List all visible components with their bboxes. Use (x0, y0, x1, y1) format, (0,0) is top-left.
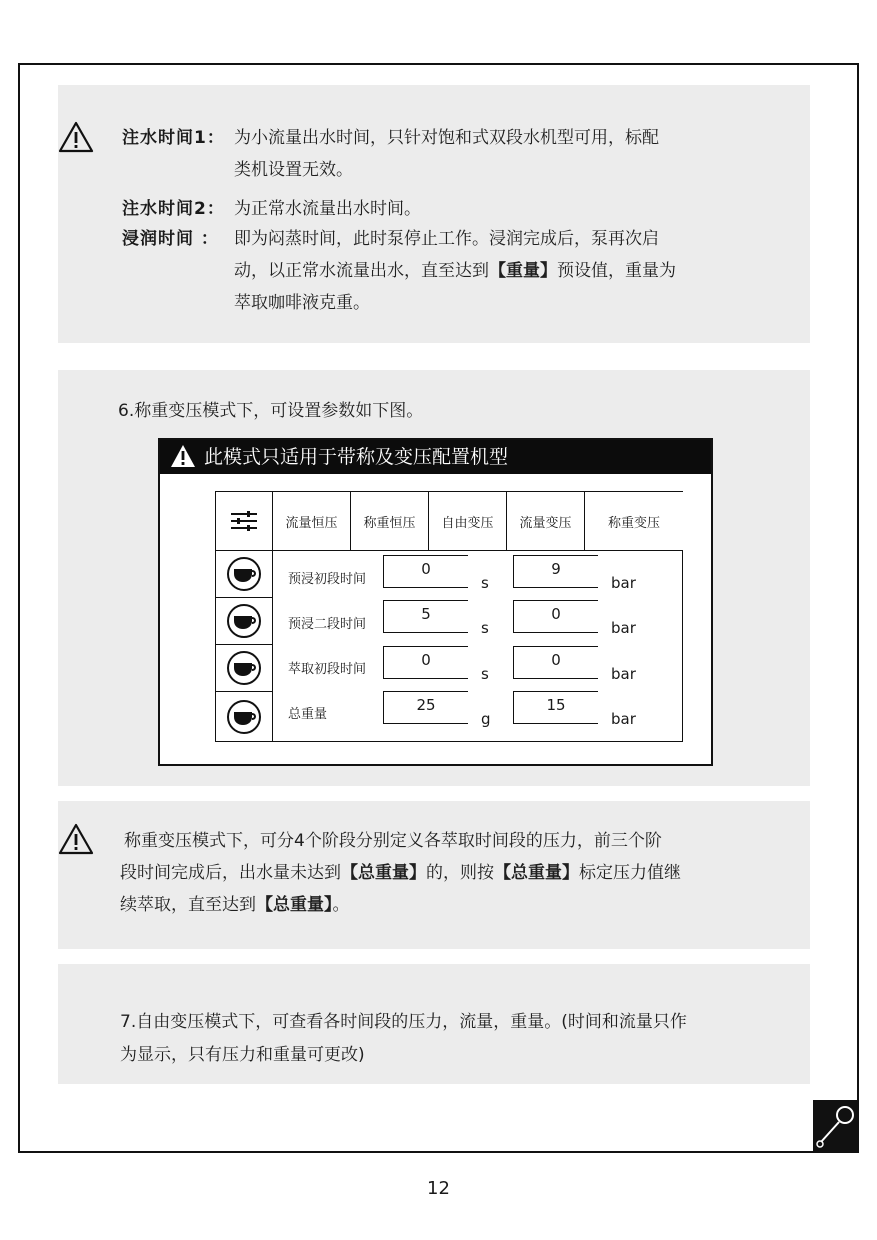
time-input[interactable]: 0 (383, 555, 468, 588)
row-label: 预浸初段时间 (288, 572, 367, 587)
injection-time-2-label: 注水时间2： (122, 199, 225, 219)
warning-icon (58, 823, 94, 855)
pressure-unit: bar (611, 619, 636, 637)
pressure-input[interactable]: 0 (513, 600, 598, 633)
time-unit: s (481, 665, 489, 683)
stage-1-button[interactable] (215, 550, 273, 598)
stage-2-button[interactable] (215, 597, 273, 645)
tab-free-variable-pressure[interactable]: 自由变压 (428, 491, 507, 551)
note-line-3: 续萃取，直至达到【总重量】。 (120, 895, 350, 915)
weight-pressure-note-panel (58, 801, 810, 949)
pressure-unit: bar (611, 665, 636, 683)
tab-weight-constant-pressure[interactable]: 称重恒压 (350, 491, 429, 551)
notes-panel (58, 85, 810, 343)
injection-time-2-text: 为正常水流量出水时间。 (234, 199, 421, 219)
screen-title: 此模式只适用于带称及变压配置机型 (204, 446, 509, 468)
free-pressure-panel (58, 964, 810, 1084)
tab-weight-variable-pressure[interactable]: 称重变压 (584, 491, 683, 551)
soak-time-text-cont: 动，以正常水流量出水，直至达到【重量】预设值，重量为 (234, 261, 676, 281)
stage-4-button[interactable] (215, 691, 273, 742)
settings-menu-button[interactable] (215, 491, 273, 551)
row-label: 预浸二段时间 (288, 617, 367, 632)
tab-flow-variable-pressure[interactable]: 流量变压 (506, 491, 585, 551)
weight-pressure-panel (58, 370, 810, 786)
soak-time-text-end: 萃取咖啡液克重。 (234, 293, 370, 313)
weight-unit: g (481, 710, 491, 728)
time-input[interactable]: 5 (383, 600, 468, 633)
portafilter-icon (813, 1100, 859, 1153)
cup-icon (226, 556, 262, 592)
machine-screen-mockup (158, 438, 713, 766)
row-label: 萃取初段时间 (288, 662, 367, 677)
cup-icon (226, 603, 262, 639)
warning-icon (58, 121, 94, 153)
soak-time-label: 浸润时间 ： (122, 229, 219, 249)
note-line-2: 段时间完成后，出水量未达到【总重量】的，则按【总重量】标定压力值继 (120, 863, 681, 883)
free-pressure-line-1: 7.自由变压模式下，可查看各时间段的压力，流量，重量。(时间和流量只作 (120, 1012, 687, 1032)
weight-pressure-intro: 6.称重变压模式下，可设置参数如下图。 (118, 401, 424, 421)
time-input[interactable]: 0 (383, 646, 468, 679)
row-label: 总重量 (288, 707, 328, 722)
time-unit: s (481, 619, 489, 637)
portafilter-badge (813, 1100, 859, 1153)
soak-time-text: 即为闷蒸时间，此时泵停止工作。浸润完成后，泵再次启 (234, 229, 659, 249)
pressure-input[interactable]: 9 (513, 555, 598, 588)
sliders-icon (229, 509, 259, 533)
free-pressure-line-2: 为显示，只有压力和重量可更改) (120, 1045, 365, 1065)
injection-time-1-text: 为小流量出水时间，只针对饱和式双段水机型可用，标配 (234, 128, 659, 148)
weight-input[interactable]: 25 (383, 691, 468, 724)
time-unit: s (481, 574, 489, 592)
injection-time-1-text-cont: 类机设置无效。 (234, 160, 353, 180)
pressure-input[interactable]: 15 (513, 691, 598, 724)
screen-title-bar (160, 440, 711, 474)
injection-time-1-label: 注水时间1： (122, 128, 225, 148)
parameter-grid (215, 491, 683, 742)
pressure-input[interactable]: 0 (513, 646, 598, 679)
note-line-1: 称重变压模式下，可分4个阶段分别定义各萃取时间段的压力，前三个阶 (124, 831, 662, 851)
page-number: 12 (427, 1178, 450, 1199)
stage-3-button[interactable] (215, 644, 273, 692)
cup-icon (226, 699, 262, 735)
tab-flow-constant-pressure[interactable]: 流量恒压 (272, 491, 351, 551)
pressure-unit: bar (611, 574, 636, 592)
cup-icon (226, 650, 262, 686)
pressure-unit: bar (611, 710, 636, 728)
warning-icon (170, 444, 196, 468)
